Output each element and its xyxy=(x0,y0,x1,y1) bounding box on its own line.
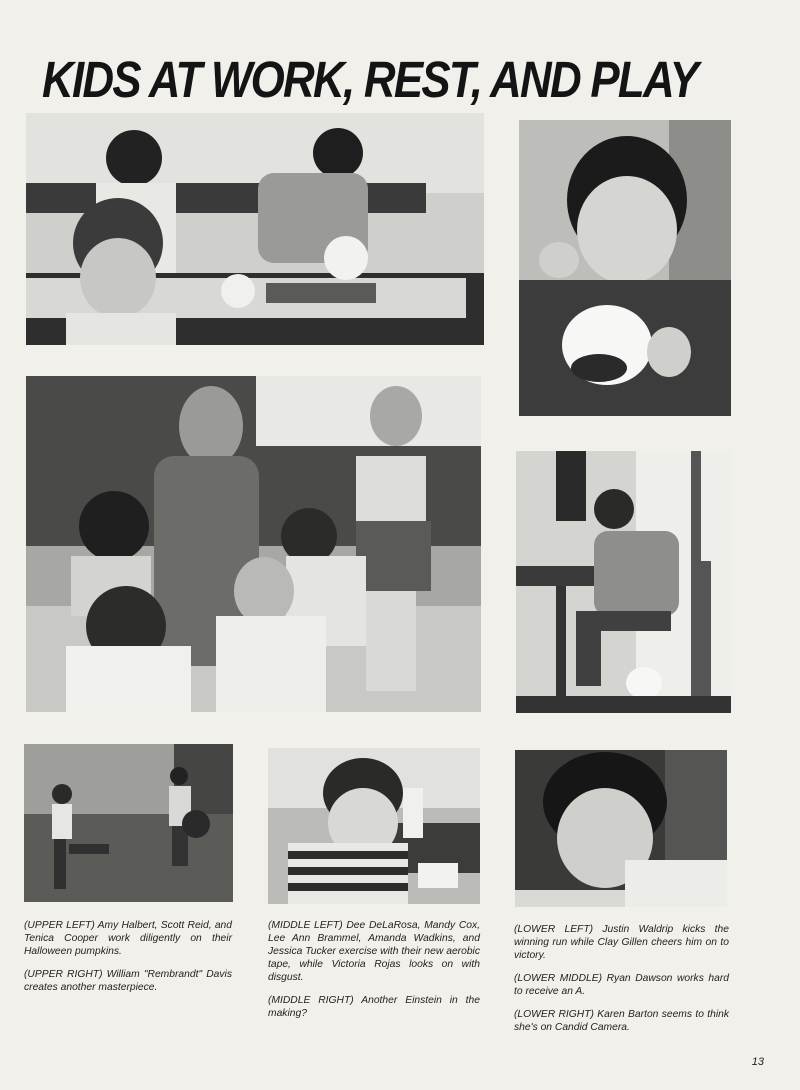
captions-column-right xyxy=(514,923,729,1044)
photo-upper-right-boy-painting xyxy=(519,120,731,416)
photo-middle-right-boy-at-desk xyxy=(516,451,731,713)
caption-upper-left: (UPPER LEFT) Amy Halbert, Scott Reid, and Tenica Cooper work diligently on their Halloween pumpkins. xyxy=(24,920,232,957)
photo-middle-left-aerobics xyxy=(26,376,481,712)
caption-lower-left: (LOWER LEFT) Justin Waldrip kicks the winning run while Clay Gillen cheers him on to victory. xyxy=(514,924,729,961)
photo-lower-right-girl-smiling xyxy=(515,750,727,907)
caption-lower-middle: (LOWER MIDDLE) Ryan Dawson works hard to receive an A. xyxy=(514,973,729,997)
caption-middle-left: (MIDDLE LEFT) Dee DeLaRosa, Mandy Cox, Lee Ann Brammel, Amanda Wadkins, and Jessica Tucker exercise with their new aerobic tape, while Victoria Rojas looks on with disgust. xyxy=(268,920,480,983)
caption-lower-right: (LOWER RIGHT) Karen Barton seems to think she's on Candid Camera. xyxy=(514,1009,729,1033)
caption-middle-right: (MIDDLE RIGHT) Another Einstein in the making? xyxy=(268,995,480,1019)
caption-upper-right: (UPPER RIGHT) William "Rembrandt" Davis creates another masterpiece. xyxy=(24,969,232,993)
page-headline: KIDS AT WORK, REST, AND PLAY xyxy=(42,51,698,108)
captions-column-middle xyxy=(268,919,480,1030)
page-number: 13 xyxy=(751,1056,764,1068)
photo-upper-left-pumpkin-painting xyxy=(26,113,484,345)
photo-lower-middle-boy-writing xyxy=(268,748,480,904)
captions-column-left xyxy=(24,919,232,1004)
photo-lower-left-kickball xyxy=(24,744,233,902)
